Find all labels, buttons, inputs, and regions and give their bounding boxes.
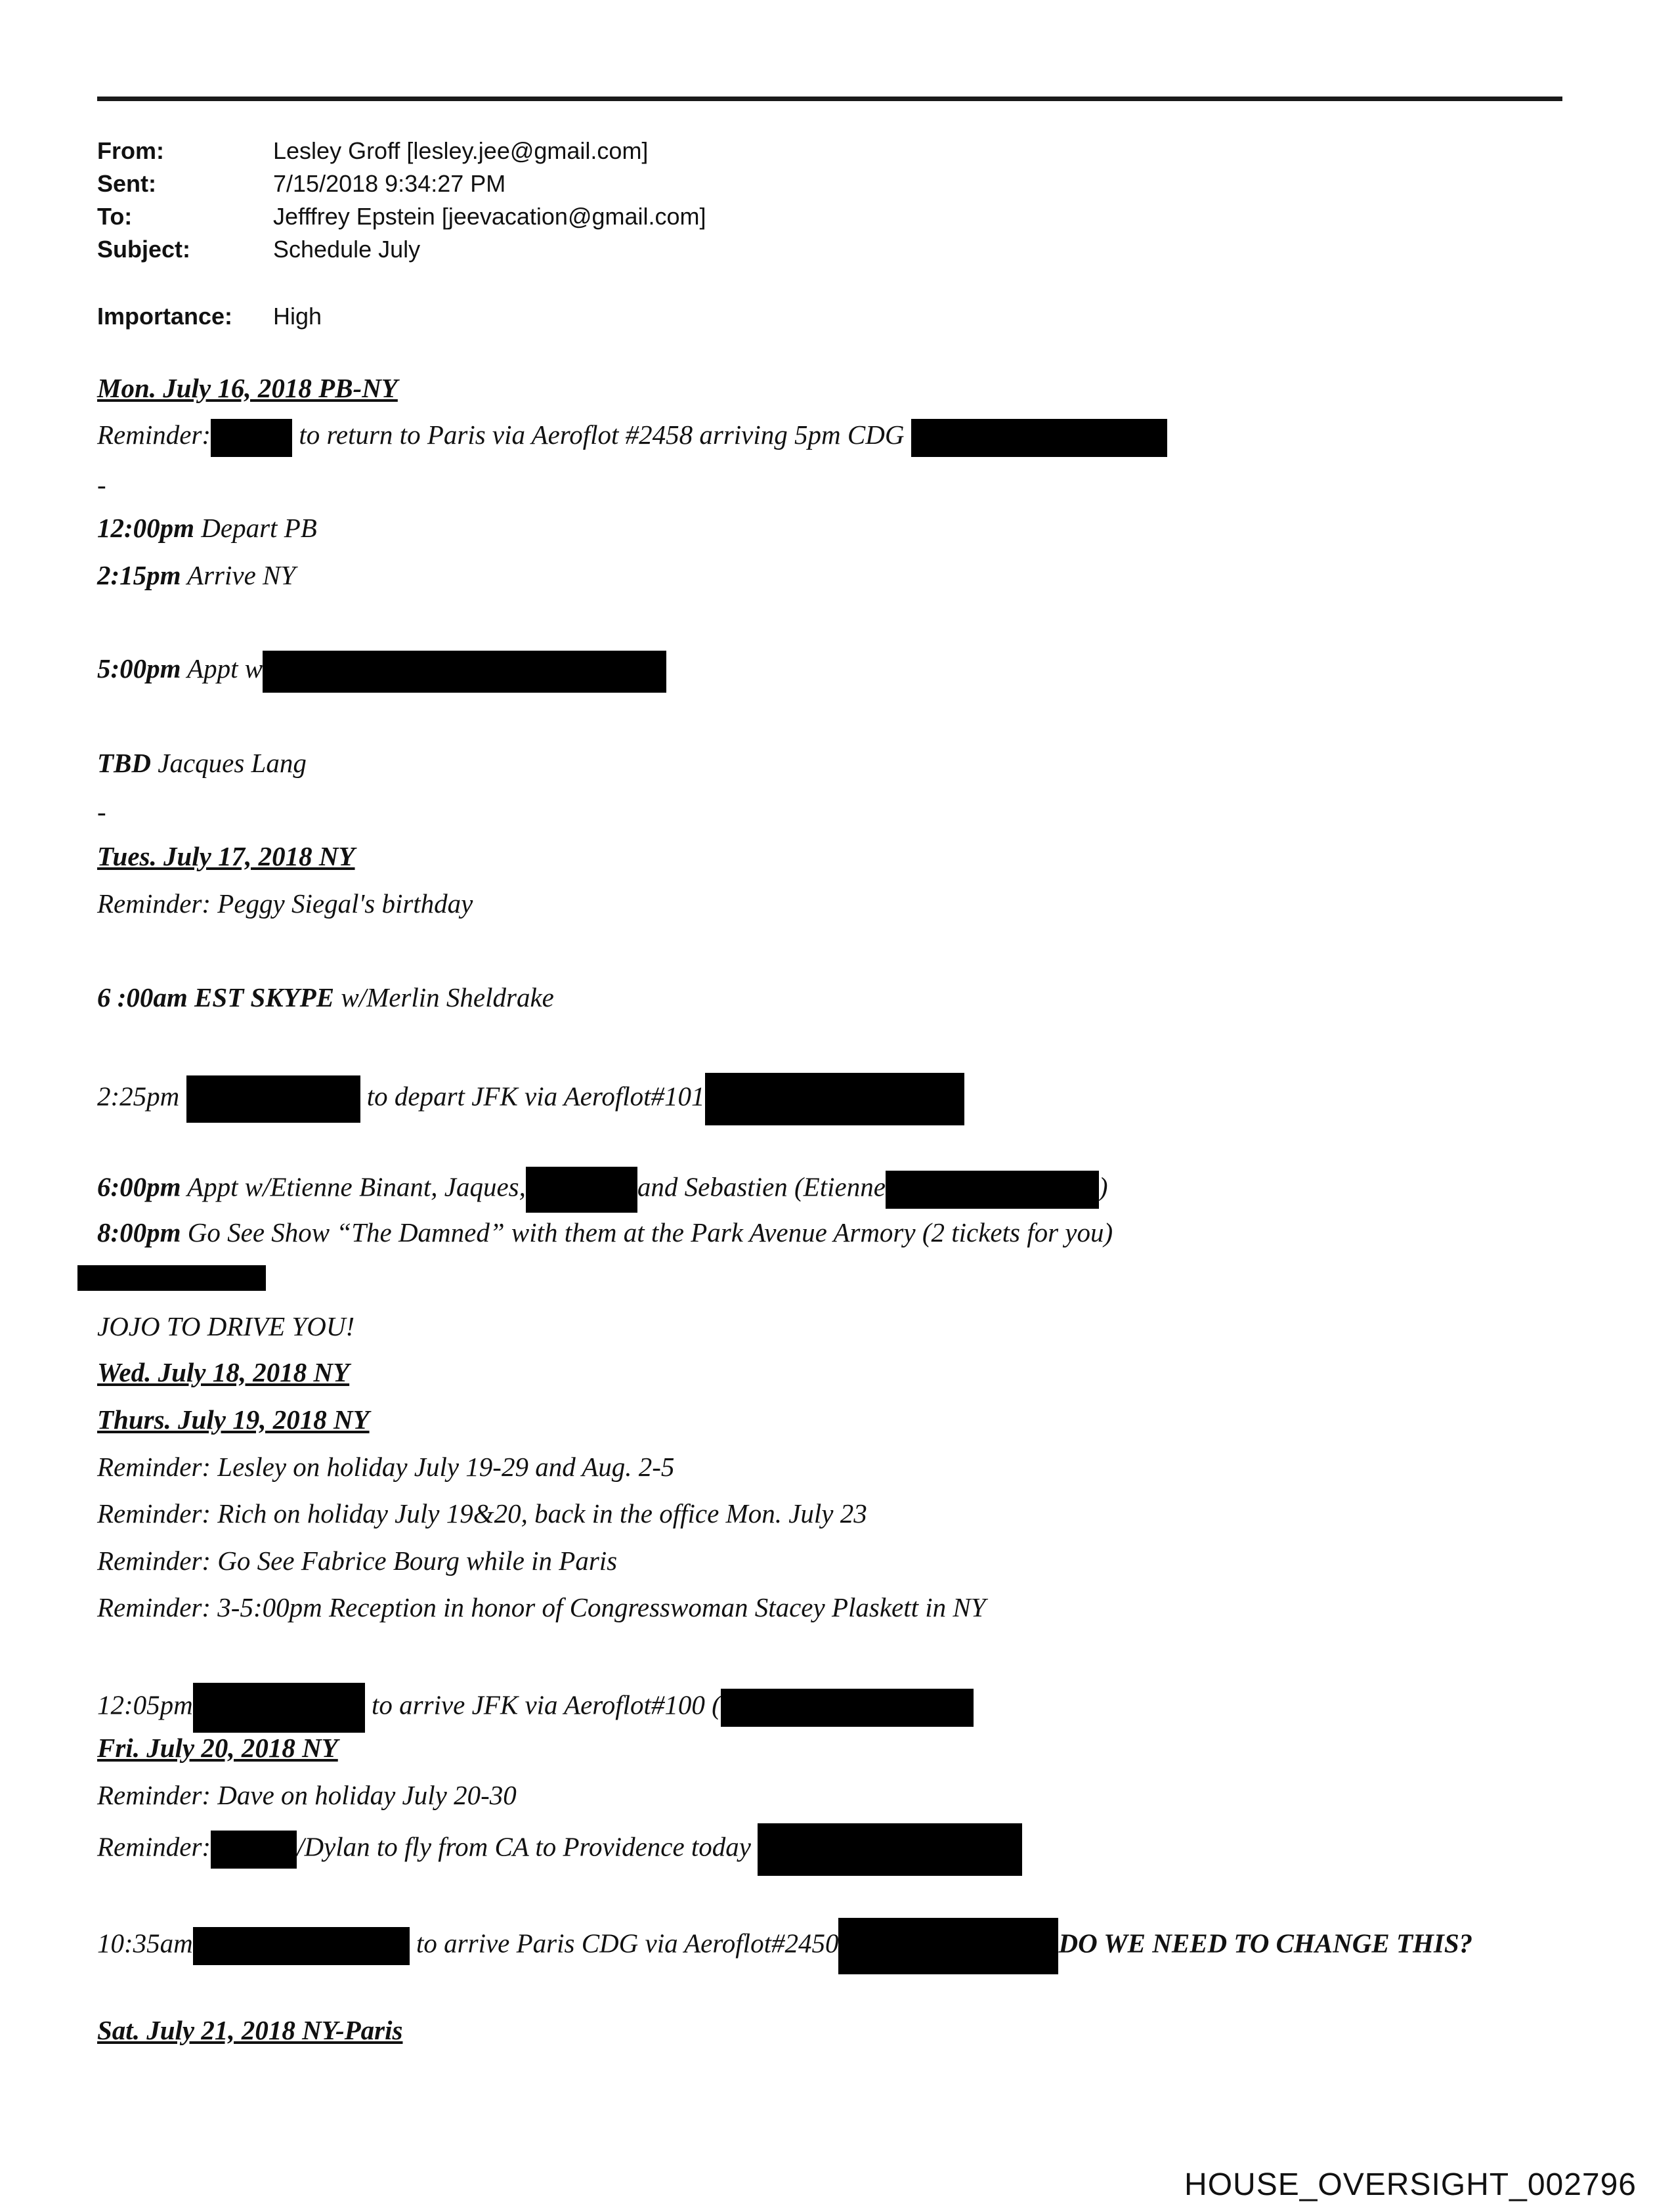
redaction bbox=[838, 1918, 1058, 1974]
thu-reminder-1: Reminder: Lesley on holiday July 19-29 and Aug. 2-5 bbox=[97, 1452, 675, 1482]
header-sent bbox=[97, 167, 505, 200]
redaction bbox=[911, 419, 1167, 457]
day-heading-sat: Sat. July 21, 2018 NY-Paris bbox=[97, 2015, 403, 2045]
tue-item-4: 8:00pm Go See Show “The Damned” with them at the Park Avenue Armory (2 tickets for you) bbox=[97, 1217, 1113, 1247]
redaction bbox=[705, 1073, 964, 1125]
tue-item-3: 6:00pm Appt w/Etienne Binant, Jaques, and Sebastien (Etienne ) bbox=[97, 1167, 1108, 1213]
bates-number: HOUSE_OVERSIGHT_002796 bbox=[1184, 2167, 1637, 2202]
subject-value: Schedule July bbox=[273, 236, 421, 263]
mon-item-3: 5:00pm Appt w bbox=[97, 650, 666, 693]
redaction bbox=[526, 1167, 637, 1213]
importance-value: High bbox=[273, 303, 322, 330]
day-heading-tue: Tues. July 17, 2018 NY bbox=[97, 841, 355, 871]
importance-label: Importance: bbox=[97, 303, 233, 330]
redaction bbox=[211, 419, 292, 457]
redaction bbox=[193, 1927, 410, 1965]
separator-dash: - bbox=[97, 796, 106, 827]
redaction bbox=[211, 1831, 297, 1869]
fri-reminder-2: Reminder: /Dylan to fly from CA to Providence today bbox=[97, 1823, 1022, 1876]
sent-value: 7/15/2018 9:34:27 PM bbox=[273, 170, 506, 197]
from-value: Lesley Groff [lesley.jee@gmail.com] bbox=[273, 137, 649, 164]
header-rule bbox=[97, 97, 1562, 101]
redaction bbox=[721, 1689, 974, 1727]
sent-label: Sent: bbox=[97, 170, 156, 197]
redaction bbox=[186, 1075, 360, 1123]
thu-item-1: 12:05pm to arrive JFK via Aeroflot#100 ( bbox=[97, 1683, 974, 1733]
mon-item-1: 12:00pm Depart PB bbox=[97, 513, 317, 543]
mon-reminder: Reminder: to return to Paris via Aeroflot #2458 arriving 5pm CDG bbox=[97, 416, 1167, 457]
redaction bbox=[886, 1171, 1099, 1209]
tue-reminder: Reminder: Peggy Siegal's birthday bbox=[97, 888, 473, 919]
redaction bbox=[758, 1823, 1022, 1876]
to-label: To: bbox=[97, 203, 133, 230]
redaction bbox=[77, 1265, 266, 1291]
header-to bbox=[97, 200, 706, 233]
separator-dash: - bbox=[97, 469, 106, 500]
day-heading-fri: Fri. July 20, 2018 NY bbox=[97, 1733, 338, 1763]
thu-reminder-4: Reminder: 3-5:00pm Reception in honor of Congresswoman Stacey Plaskett in NY bbox=[97, 1592, 986, 1622]
subject-label: Subject: bbox=[97, 236, 191, 263]
mon-item-2: 2:15pm Arrive NY bbox=[97, 560, 296, 590]
header-from bbox=[97, 135, 648, 167]
day-heading-mon: Mon. July 16, 2018 PB-NY bbox=[97, 373, 398, 403]
to-value: Jefffrey Epstein [jeevacation@gmail.com] bbox=[273, 203, 706, 230]
mon-item-4: TBD Jacques Lang bbox=[97, 748, 307, 778]
header-importance bbox=[97, 300, 322, 333]
fri-item-1: 10:35am to arrive Paris CDG via Aeroflot#2450 DO WE NEED TO CHANGE THIS? bbox=[97, 1918, 1472, 1974]
fri-reminder-1: Reminder: Dave on holiday July 20-30 bbox=[97, 1780, 517, 1810]
tue-item-1: 6 :00am EST SKYPE w/Merlin Sheldrake bbox=[97, 982, 554, 1012]
thu-reminder-3: Reminder: Go See Fabrice Bourg while in Paris bbox=[97, 1546, 618, 1576]
day-heading-thu: Thurs. July 19, 2018 NY bbox=[97, 1404, 370, 1435]
day-heading-wed: Wed. July 18, 2018 NY bbox=[97, 1357, 350, 1387]
redaction bbox=[193, 1683, 365, 1733]
redaction bbox=[263, 651, 666, 693]
tue-item-2: 2:25pm to depart JFK via Aeroflot#101 bbox=[97, 1073, 964, 1125]
header-subject bbox=[97, 233, 420, 266]
from-label: From: bbox=[97, 137, 164, 164]
tue-jojo: JOJO TO DRIVE YOU! bbox=[97, 1311, 355, 1341]
thu-reminder-2: Reminder: Rich on holiday July 19&20, back in the office Mon. July 23 bbox=[97, 1498, 867, 1529]
